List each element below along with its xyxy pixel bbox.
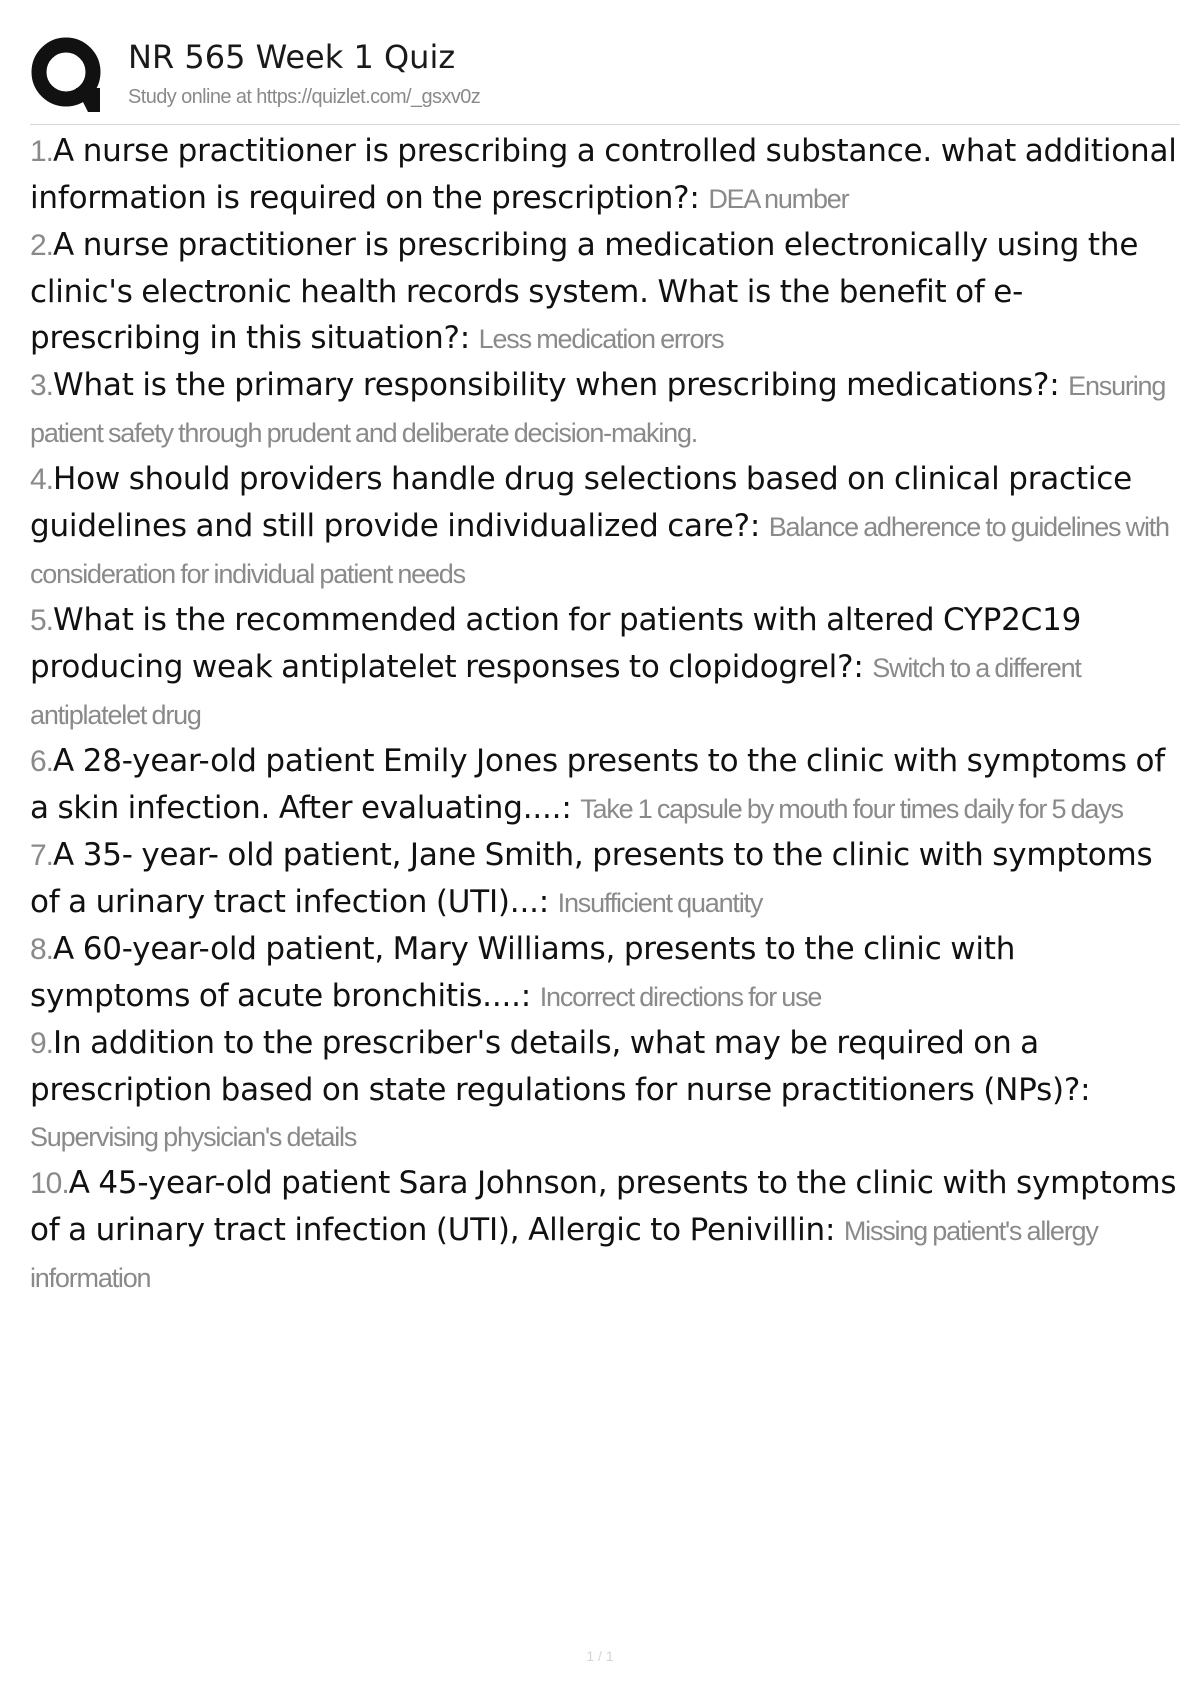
item-number: 9. [30, 1027, 54, 1060]
answer-text: Missing patient's allergy information [30, 1216, 1098, 1293]
question-text: A 35- year- old patient, Jane Smith, presents to the clinic with symptoms of a urinary tract infection (UTI)...: [30, 837, 1153, 920]
qa-item [30, 738, 1180, 832]
answer-text: Ensuring patient safety through prudent and deliberate decision-making. [30, 371, 1166, 448]
document-header [30, 32, 1180, 125]
item-number: 5. [30, 604, 54, 637]
answer-text: Switch to a different antiplatelet drug [30, 653, 1081, 730]
qa-item [30, 597, 1180, 738]
qa-item [30, 362, 1180, 456]
answer-text: Supervising physician's details [30, 1122, 357, 1152]
qa-item [30, 1160, 1180, 1301]
page-indicator: 1 / 1 [586, 1648, 614, 1664]
item-number: 8. [30, 933, 54, 966]
question-text: What is the recommended action for patients with altered CYP2C19 producing weak antiplatelet responses to clopidogrel?: [30, 602, 1082, 685]
question-text: A 28-year-old patient Emily Jones presents to the clinic with symptoms of a skin infection. After evaluating....: [30, 743, 1166, 826]
quizlet-q-logo-icon [30, 34, 110, 114]
qa-item [30, 456, 1180, 597]
question-text: A 60-year-old patient, Mary Williams, presents to the clinic with symptoms of acute bronchitis....: [30, 931, 1016, 1014]
item-number: 7. [30, 839, 54, 872]
answer-text: Balance adherence to guidelines with consideration for individual patient needs [30, 512, 1169, 589]
answer-text: DEA number [708, 184, 849, 214]
item-number: 4. [30, 463, 54, 496]
question-text: In addition to the prescriber's details, what may be required on a prescription based on state regulations for nurse practitioners (NPs)?: [30, 1025, 1091, 1108]
qa-item [30, 222, 1180, 362]
answer-text: Insufficient quantity [557, 888, 763, 918]
qa-item [30, 926, 1180, 1020]
question-text: How should providers handle drug selections based on clinical practice guidelines and still provide individualized care?: [30, 461, 1132, 544]
item-number: 3. [30, 369, 54, 402]
question-answer-list [30, 128, 1180, 1301]
question-text: What is the primary responsibility when prescribing medications?: [53, 367, 1069, 403]
document-title: NR 565 Week 1 Quiz [128, 38, 456, 76]
qa-item [30, 1020, 1180, 1160]
qa-item [30, 128, 1180, 222]
question-text: A nurse practitioner is prescribing a controlled substance. what additional information is required on the prescription?: [30, 133, 1177, 216]
question-text: A 45-year-old patient Sara Johnson, presents to the clinic with symptoms of a urinary tract infection (UTI), Allergic to Penivillin: [30, 1165, 1177, 1248]
item-number: 10. [30, 1167, 69, 1200]
qa-item [30, 832, 1180, 926]
item-number: 1. [30, 135, 54, 168]
answer-text: Incorrect directions for use [539, 982, 822, 1012]
item-number: 2. [30, 229, 54, 262]
answer-text: Less medication errors [478, 324, 724, 354]
item-number: 6. [30, 745, 54, 778]
study-online-link-text: Study online at https://quizlet.com/_gsxv0z [128, 86, 481, 108]
question-text: A nurse practitioner is prescribing a medication electronically using the clinic's electronic health records system. What is the benefit of e-prescribing in this situation?: [30, 227, 1139, 356]
answer-text: Take 1 capsule by mouth four times daily for 5 days [580, 794, 1123, 824]
